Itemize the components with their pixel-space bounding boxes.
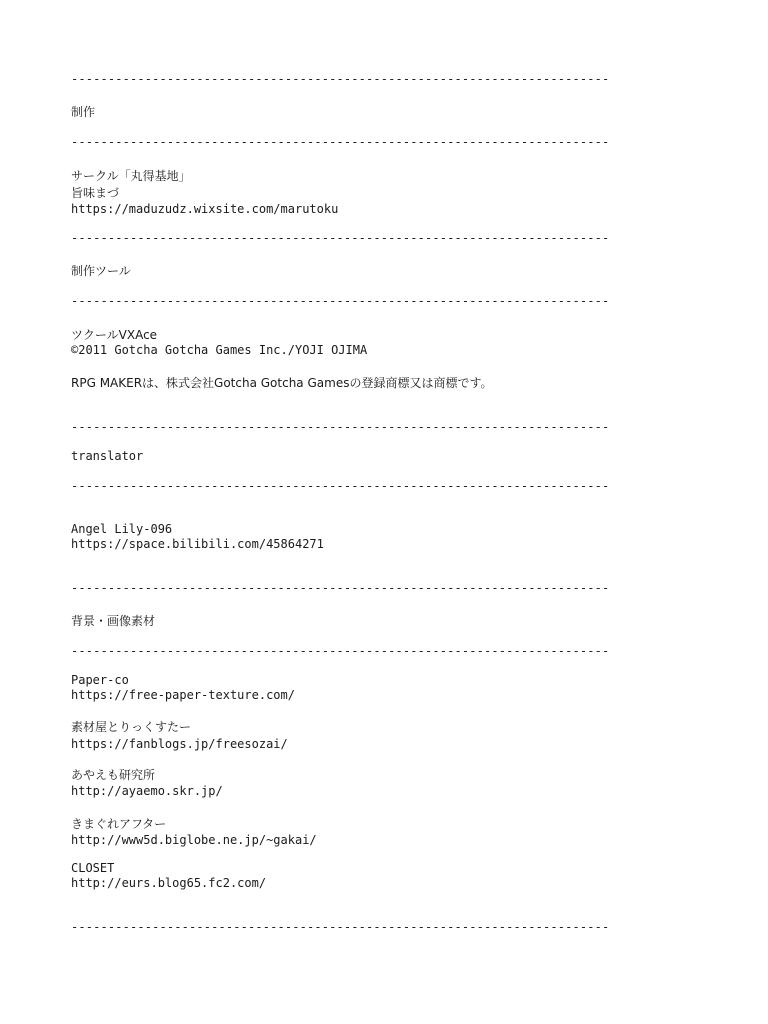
credits-document — [71, 0, 711, 1024]
separator-line: ------------------------------------------------------------------------- — [71, 135, 610, 149]
material-url: http://www5d.biglobe.ne.jp/~gakai/ — [71, 833, 317, 847]
separator-line: ------------------------------------------------------------------------- — [71, 920, 610, 934]
section-heading-tools: 制作ツール — [71, 264, 131, 278]
separator-line: ------------------------------------------------------------------------- — [71, 420, 610, 434]
author-url: https://maduzudz.wixsite.com/marutoku — [71, 202, 339, 216]
separator-line: ------------------------------------------------------------------------- — [71, 479, 610, 493]
separator-line: ------------------------------------------------------------------------- — [71, 581, 610, 595]
section-heading-production: 制作 — [71, 105, 96, 119]
section-heading-materials: 背景・画像素材 — [71, 614, 156, 628]
material-url: https://fanblogs.jp/freesozai/ — [71, 737, 288, 751]
separator-line: ------------------------------------------------------------------------- — [71, 644, 610, 658]
material-name: きまぐれアフター — [71, 817, 167, 831]
circle-name: サークル「丸得基地」 — [71, 169, 191, 183]
material-name: Paper-co — [71, 673, 129, 687]
section-heading-translator: translator — [71, 449, 144, 463]
separator-line: ------------------------------------------------------------------------- — [71, 231, 610, 245]
author-name: 旨味まづ — [71, 186, 120, 200]
material-name: CLOSET — [71, 861, 115, 875]
material-url: http://eurs.blog65.fc2.com/ — [71, 876, 267, 890]
material-name: あやえも研究所 — [71, 768, 156, 782]
tool-name: ツクールVXAce — [71, 328, 158, 342]
trademark-notice: RPG MAKERは、株式会社Gotcha Gotcha Gamesの登録商標又は商標です。 — [71, 376, 493, 390]
material-name: 素材屋とりっくすたー — [71, 720, 192, 734]
translator-url: https://space.bilibili.com/45864271 — [71, 537, 324, 551]
material-url: https://free-paper-texture.com/ — [71, 688, 295, 702]
material-url: http://ayaemo.skr.jp/ — [71, 784, 223, 798]
separator-line: ------------------------------------------------------------------------- — [71, 72, 610, 86]
separator-line: ------------------------------------------------------------------------- — [71, 294, 610, 308]
tool-copyright: ©2011 Gotcha Gotcha Games Inc./YOJI OJIMA — [71, 343, 368, 357]
translator-name: Angel Lily-096 — [71, 522, 173, 536]
